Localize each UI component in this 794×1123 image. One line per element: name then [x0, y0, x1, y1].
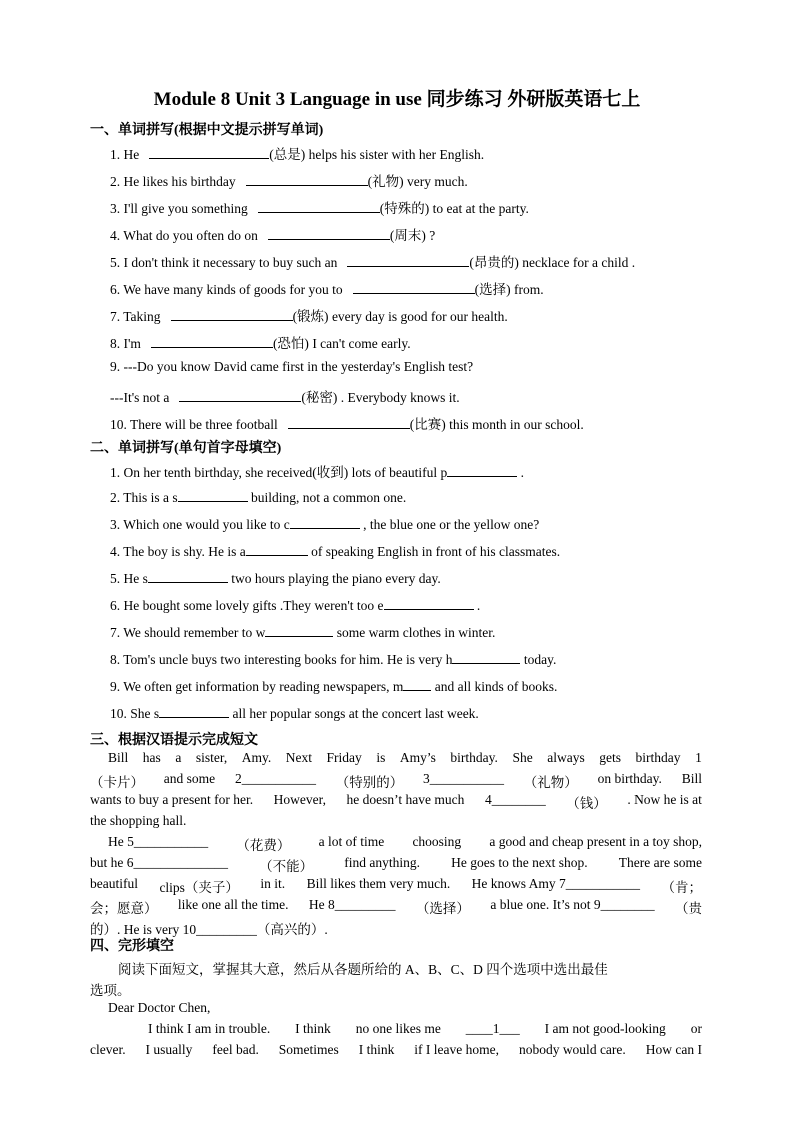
item-text: and all kinds of books.: [431, 679, 558, 694]
passage-segment: in it.: [260, 876, 286, 891]
passage-segment: choosing: [412, 834, 462, 849]
answer-blank[interactable]: [171, 307, 293, 321]
passage-segment[interactable]: He knows Amy 7___________: [471, 876, 641, 891]
chinese-hint: (特殊的): [379, 201, 430, 216]
passage-segment: a lot of time: [318, 834, 385, 849]
section-1-heading: 一、单词拼写(根据中文提示拼写单词): [90, 123, 324, 138]
passage-line-3: [90, 792, 702, 812]
passage-line-9: [90, 918, 702, 938]
item-text: 3. I'll give you something: [110, 201, 248, 216]
answer-blank[interactable]: [246, 172, 368, 186]
passage-segment: （选择）: [415, 901, 470, 916]
item-text: two hours playing the piano every day.: [227, 571, 441, 586]
answer-blank[interactable]: [403, 677, 431, 691]
passage-segment: Bill: [108, 750, 129, 765]
chinese-hint: (总是): [269, 147, 306, 162]
spelling-item-8: [110, 332, 411, 352]
letter-line-2: [90, 1042, 702, 1058]
passage-segment[interactable]: a blue one. It’s not 9________: [490, 897, 655, 912]
passage-line-2: [90, 771, 702, 791]
item-text: of speaking English in front of his classmates.: [307, 544, 561, 559]
item-text: ---It's not a: [110, 390, 170, 405]
letter-segment: feel bad.: [212, 1042, 259, 1057]
first-letter-item-6: [110, 596, 480, 614]
passage-segment: birthday: [635, 750, 681, 765]
passage-segment: beautiful: [90, 876, 138, 891]
item-text: 1. He: [110, 147, 140, 162]
passage-segment[interactable]: 2___________: [234, 771, 316, 786]
passage-segment: （花费）: [236, 838, 291, 853]
passage-segment: （礼物）: [523, 775, 578, 790]
spelling-item-1: [110, 143, 484, 163]
passage-segment: There are some: [618, 855, 702, 870]
passage-segment: is: [376, 750, 386, 765]
passage-segment: on birthday.: [597, 771, 662, 786]
passage-segment: a good and cheap present in a toy shop,: [489, 834, 702, 849]
first-letter-item-10: [110, 704, 479, 722]
passage-segment: （肯；: [661, 880, 702, 895]
item-text: 6. He bought some lovely gifts .They weren't too e: [110, 598, 384, 613]
passage-segment: 会；愿意）: [90, 901, 158, 916]
passage-line-1: [108, 750, 702, 766]
chinese-hint: (礼物): [367, 174, 404, 189]
letter-line-1: [148, 1021, 702, 1037]
item-text: to eat at the party.: [429, 201, 529, 216]
letter-segment: How can I: [645, 1042, 702, 1057]
item-text: .: [473, 598, 481, 613]
passage-segment: She: [512, 750, 533, 765]
answer-blank[interactable]: [179, 388, 301, 402]
section-2-heading: 二、单词拼写(单句首字母填空): [90, 441, 282, 456]
answer-blank[interactable]: [288, 415, 410, 429]
item-text: . Everybody knows it.: [337, 390, 460, 405]
chinese-hint: (比赛): [409, 417, 446, 432]
item-text: 6. We have many kinds of goods for you to: [110, 282, 343, 297]
passage-segment: He goes to the next shop.: [451, 855, 588, 870]
passage-line-4: [90, 813, 702, 829]
item-text: 7. We should remember to w: [110, 625, 266, 640]
first-letter-item-8: [110, 650, 556, 668]
passage-segment: always: [547, 750, 585, 765]
passage-segment: （特别的）: [335, 775, 404, 790]
passage-segment: Next: [285, 750, 313, 765]
letter-segment: clever.: [90, 1042, 126, 1057]
answer-blank[interactable]: [268, 226, 390, 240]
passage-segment: Friday: [326, 750, 362, 765]
item-text: .: [517, 465, 525, 480]
passage-segment[interactable]: He 5___________: [108, 834, 209, 849]
passage-line-6: [90, 855, 702, 875]
passage-segment: birthday.: [450, 750, 498, 765]
letter-segment: I usually: [145, 1042, 193, 1057]
item-text: 8. I'm: [110, 336, 141, 351]
chinese-hint: (选择): [474, 282, 511, 297]
answer-blank[interactable]: [265, 623, 333, 637]
letter-segment: if I leave home,: [414, 1042, 499, 1057]
spelling-item-3: [110, 197, 529, 217]
chinese-hint: (恐怕): [272, 336, 309, 351]
passage-segment: wants to buy a present for her.: [90, 792, 254, 807]
passage-segment: （卡片）: [90, 775, 144, 790]
answer-blank[interactable]: [178, 488, 248, 502]
passage-segment: Bill likes them very much.: [306, 876, 451, 891]
letter-segment: I think I am in trouble.: [148, 1021, 271, 1036]
first-letter-item-5: [110, 569, 441, 587]
passage-segment: sister,: [195, 750, 228, 765]
section-4-heading: 四、完形填空: [90, 939, 174, 954]
item-text: 9. We often get information by reading newspapers, m: [110, 679, 404, 694]
cloze-instructions-line1: 阅读下面短文，掌握其大意，然后从各题所给的 A、B、C、D 四个选项中选出最佳: [118, 962, 608, 977]
item-text: 10. She s: [110, 706, 160, 721]
passage-segment: （贵: [674, 901, 702, 916]
item-text: building, not a common one.: [247, 490, 407, 505]
passage-line-7: [90, 876, 702, 896]
item-text: 8. Tom's uncle buys two interesting books for him. He is very h: [110, 652, 453, 667]
letter-segment: I think: [295, 1021, 331, 1036]
passage-segment: . Now he is at: [627, 792, 702, 807]
spelling-item-5: [110, 251, 635, 271]
letter-segment: no one likes me: [355, 1021, 441, 1036]
item-text: 5. I don't think it necessary to buy such an: [110, 255, 338, 270]
passage-segment: gets: [599, 750, 622, 765]
passage-segment: he doesn’t have much: [346, 792, 465, 807]
item-text: 2. This is a s: [110, 490, 178, 505]
answer-blank[interactable]: [353, 280, 475, 294]
chinese-hint: (周末): [389, 228, 426, 243]
spelling-item-2: [110, 170, 468, 190]
section-3-heading: 三、根据汉语提示完成短文: [90, 733, 258, 748]
passage-segment: find anything.: [344, 855, 421, 870]
chinese-hint: (秘密): [301, 390, 338, 405]
spelling-item-7: [110, 305, 508, 325]
first-letter-item-4: [110, 542, 560, 560]
item-text: ?: [425, 228, 436, 243]
item-text: I can't come early.: [308, 336, 411, 351]
letter-segment: I am not good-looking: [544, 1021, 666, 1036]
item-text: very much.: [403, 174, 468, 189]
cloze-instructions-line2: 选项。: [90, 983, 131, 998]
item-text: today.: [520, 652, 557, 667]
item-text: every day is good for our health.: [328, 309, 508, 324]
passage-line-5: [108, 834, 702, 854]
answer-blank[interactable]: [149, 145, 269, 159]
item-text: 2. He likes his birthday: [110, 174, 236, 189]
passage-segment[interactable]: 4________: [484, 792, 546, 807]
item-text: 10. There will be three football: [110, 417, 278, 432]
passage-segment[interactable]: 的）. He is very 10_________（高兴的）.: [90, 922, 328, 937]
passage-segment: Amy.: [241, 750, 272, 765]
letter-segment: or: [690, 1021, 702, 1036]
item-text: necklace for a child .: [518, 255, 636, 270]
item-text: from.: [510, 282, 544, 297]
letter-salutation: Dear Doctor Chen,: [108, 1000, 211, 1015]
answer-blank[interactable]: [452, 650, 520, 664]
passage-line-8: [90, 897, 702, 917]
first-letter-item-7: [110, 623, 495, 641]
letter-segment[interactable]: ____1___: [465, 1021, 520, 1036]
item-text: all her popular songs at the concert last week.: [229, 706, 479, 721]
passage-segment: （不能）: [259, 859, 314, 874]
passage-segment: （钱）: [566, 796, 607, 811]
passage-segment[interactable]: He 8_________: [308, 897, 396, 912]
letter-segment: I think: [358, 1042, 395, 1057]
passage-segment: clips（夹子）: [159, 880, 239, 895]
passage-segment: the shopping hall.: [90, 813, 187, 828]
spelling-item-11: [110, 413, 584, 433]
first-letter-item-1: [110, 461, 524, 481]
spelling-item-10: [110, 386, 460, 406]
passage-segment: like one all the time.: [177, 897, 289, 912]
item-text: 4. The boy is shy. He is a: [110, 544, 246, 559]
first-letter-item-9: [110, 677, 557, 695]
item-text: some warm clothes in winter.: [333, 625, 496, 640]
item-text: this month in our school.: [445, 417, 584, 432]
passage-segment: Bill: [681, 771, 702, 786]
item-text: 1. On her tenth birthday, she received(收到) lots of beautiful p: [110, 465, 448, 480]
answer-blank[interactable]: [447, 463, 517, 477]
chinese-hint: (锻炼): [292, 309, 329, 324]
passage-segment: 1: [695, 750, 702, 765]
chinese-hint: (昂贵的): [469, 255, 519, 270]
answer-blank[interactable]: [384, 596, 474, 610]
answer-blank[interactable]: [258, 199, 380, 213]
item-text: helps his sister with her English.: [305, 147, 485, 162]
passage-segment: has: [142, 750, 161, 765]
item-text: 9. ---Do you know David came first in the yesterday's English test?: [110, 359, 474, 374]
passage-segment[interactable]: 3___________: [423, 771, 504, 786]
passage-segment: However,: [273, 792, 326, 807]
item-text: 4. What do you often do on: [110, 228, 258, 243]
answer-blank[interactable]: [159, 704, 229, 718]
answer-blank[interactable]: [347, 253, 469, 267]
answer-blank[interactable]: [290, 515, 360, 529]
first-letter-item-3: [110, 515, 539, 533]
letter-segment: nobody would care.: [518, 1042, 626, 1057]
spelling-item-4: [110, 224, 435, 244]
passage-segment: Amy’s: [399, 750, 436, 765]
passage-segment: and some: [163, 771, 216, 786]
letter-segment: Sometimes: [278, 1042, 339, 1057]
item-text: 3. Which one would you like to c: [110, 517, 290, 532]
passage-segment[interactable]: but he 6______________: [90, 855, 228, 870]
answer-blank[interactable]: [148, 569, 228, 583]
first-letter-item-2: [110, 488, 406, 506]
spelling-item-9: [110, 359, 473, 375]
answer-blank[interactable]: [151, 334, 273, 348]
page-title: Module 8 Unit 3 Language in use 同步练习 外研版英语七上: [153, 89, 641, 110]
item-text: 5. He s: [110, 571, 148, 586]
item-text: 7. Taking: [110, 309, 161, 324]
item-text: , the blue one or the yellow one?: [359, 517, 540, 532]
spelling-item-6: [110, 278, 544, 298]
answer-blank[interactable]: [246, 542, 308, 556]
passage-segment: a: [175, 750, 182, 765]
